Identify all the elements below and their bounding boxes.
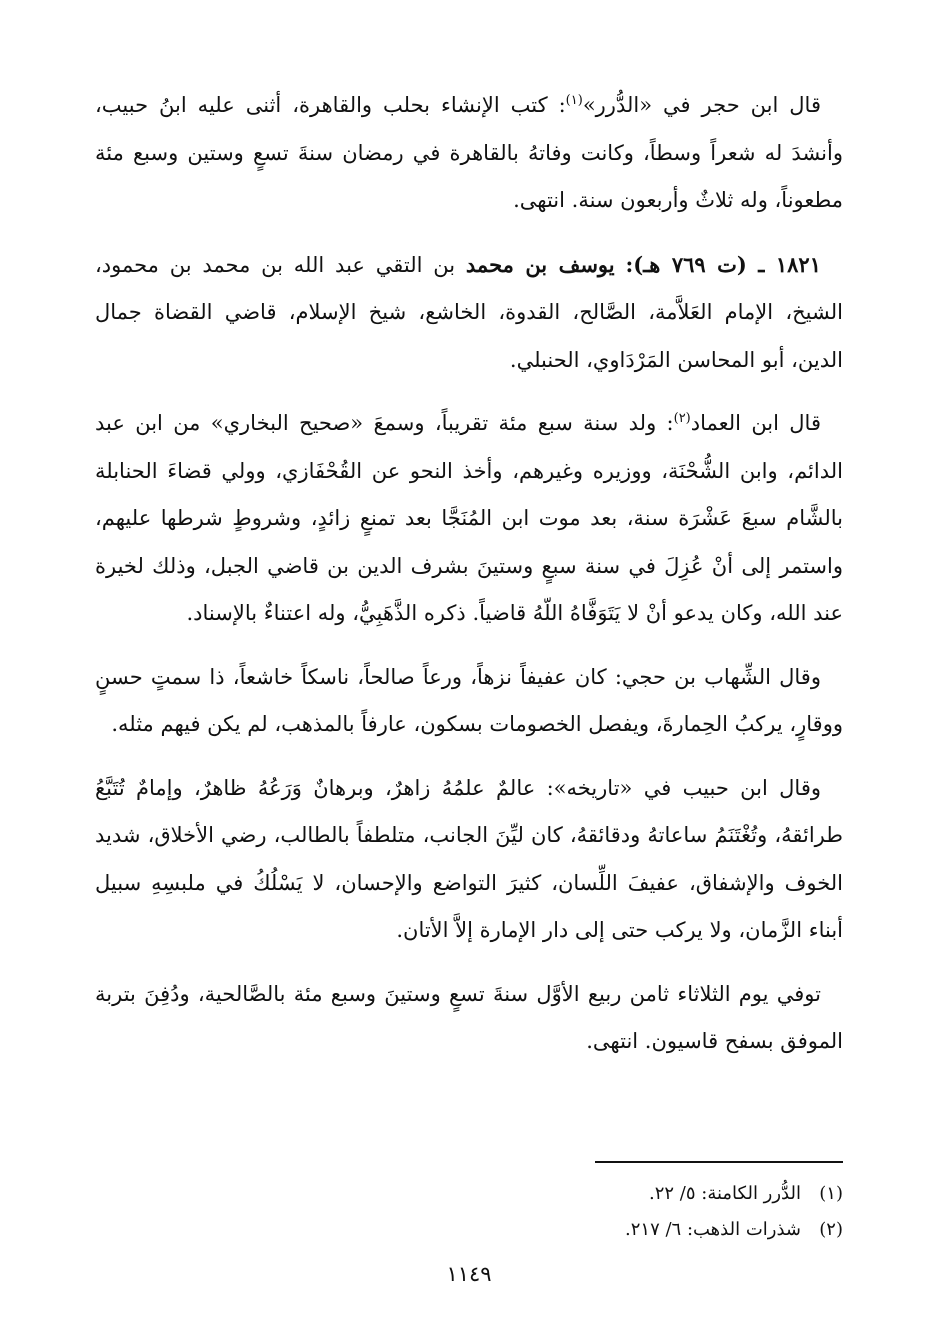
- footnote-1: [343, 1176, 843, 1212]
- footnote-text: الدُّرر الكامنة: ٥/ ٢٢.: [648, 1183, 801, 1204]
- entry-text: بن التقي عبد الله بن محمد بن محمود، الشيخ، الإمام العَلاَّمة، الصَّالح، القدوة، الخاشع، شيخ الإسلام، قاضي القضاة جمال الدين، أبو المحاسن المَرْدَاوي، الحنبلي.: [95, 252, 843, 372]
- footnote-text: شذرات الذهب: ٦/ ٢١٧.: [625, 1219, 801, 1240]
- paragraph-text: : ولد سنة سبع مئة تقريباً، وسمعَ «صحيح البخاري» من ابن عبد الدائم، وابن الشُّحْنَة، ووزيره وغيرهم، وأخذ النحو عن القُحْفَازي، وولي قضاءَ الحنابلة بالشَّام سبعَ عَشْرَة سنة، بعد موت ابن المُنَجَّا بعد تمنعٍ زائدٍ، وشروطٍ شرطها عليهم، واستمر إلى أنْ عُزِلَ في سنة سبعٍ وستينَ بشرف الدين بن قاضي الجبل، وذلك لخيرة عند الله، وكان يدعو أنْ لا يَتَوَفَّاهُ اللّهُ قاضياً. ذكره الذَّهَبِيُّ، وله اعتناءٌ بالإسناد.: [95, 411, 843, 625]
- entry-name: يوسف بن محمد: [465, 251, 615, 277]
- paragraph-text: : كتب الإنشاء بحلب والقاهرة، أثنى عليه ابنُ حبيب، وأنشدَ له شعراً وسطاً، وكانت وفاتهُ بالقاهرة في رمضان سنةَ تسعٍ وستين وسبع مئة مطعوناً، وله ثلاثٌ وأربعون سنة. انتهى.: [95, 93, 843, 212]
- paragraph-lead: قال ابن حجر في «الدُّرر»: [582, 93, 821, 117]
- paragraph-text: توفي يوم الثلاثاء ثامن ربيع الأوَّل سنةَ تسعٍ وستينَ وسبع مئة بالصَّالحية، ودُفِنَ بتربة الموفق بسفح قاسيون. انتهى.: [95, 981, 843, 1053]
- footnote-ref-2: (٢): [673, 411, 691, 426]
- entry-1821: [95, 241, 843, 385]
- footnote-divider: [595, 1161, 843, 1163]
- paragraph-ibn-al-imad: [95, 400, 843, 638]
- footnote-2: [343, 1212, 843, 1248]
- page-number: ١١٤٩: [446, 1262, 492, 1286]
- paragraph-ibn-habib: [95, 765, 843, 955]
- paragraph-text: وقال ابن حبيب في «تاريخه»: عالمٌ علمُهُ زاهرٌ، وبرهانٌ وَرَعُهُ ظاهرٌ، وإمامٌ تُتَبَّعُ طرائقهُ، وتُغْتَنَمُ ساعاتهُ ودقائقهُ، كان ليِّنَ الجانب، متلطفاً بالطالب، رضي الأخلاق، شديد الخوف والإشفاق، عفيفَ اللِّسان، كثيرَ التواضع والإحسان، لا يَسْلُكُ في ملبسِهِ سبيل أبناء الزَّمان، ولا يركب حتى إلى دار الإمارة إلاَّ الأتان.: [95, 775, 843, 942]
- footnote-number: (٢): [819, 1219, 843, 1240]
- paragraph-ibn-hajar: [95, 82, 843, 225]
- footnote-number: (١): [819, 1183, 843, 1204]
- footnote-ref-1: (١): [565, 93, 583, 108]
- paragraph-text: وقال الشِّهاب بن حجي: كان عفيفاً نزهاً، ورعاً صالحاً، ناسكاً خاشعاً، ذا سمتٍ حسنٍ ووقارٍ، يركبُ الحِمارةَ، ويفصل الخصومات بسكون، عارفاً بالمذهب، لم يكن فيهم مثله.: [95, 664, 843, 736]
- paragraph-lead: قال ابن العماد: [690, 411, 821, 435]
- entry-number: ١٨٢١ ـ (ت ٧٦٩ هـ):: [625, 251, 821, 277]
- page-body: [95, 82, 843, 1082]
- paragraph-ibn-hijji: [95, 654, 843, 749]
- paragraph-death: [95, 971, 843, 1066]
- footnotes: [343, 1176, 843, 1248]
